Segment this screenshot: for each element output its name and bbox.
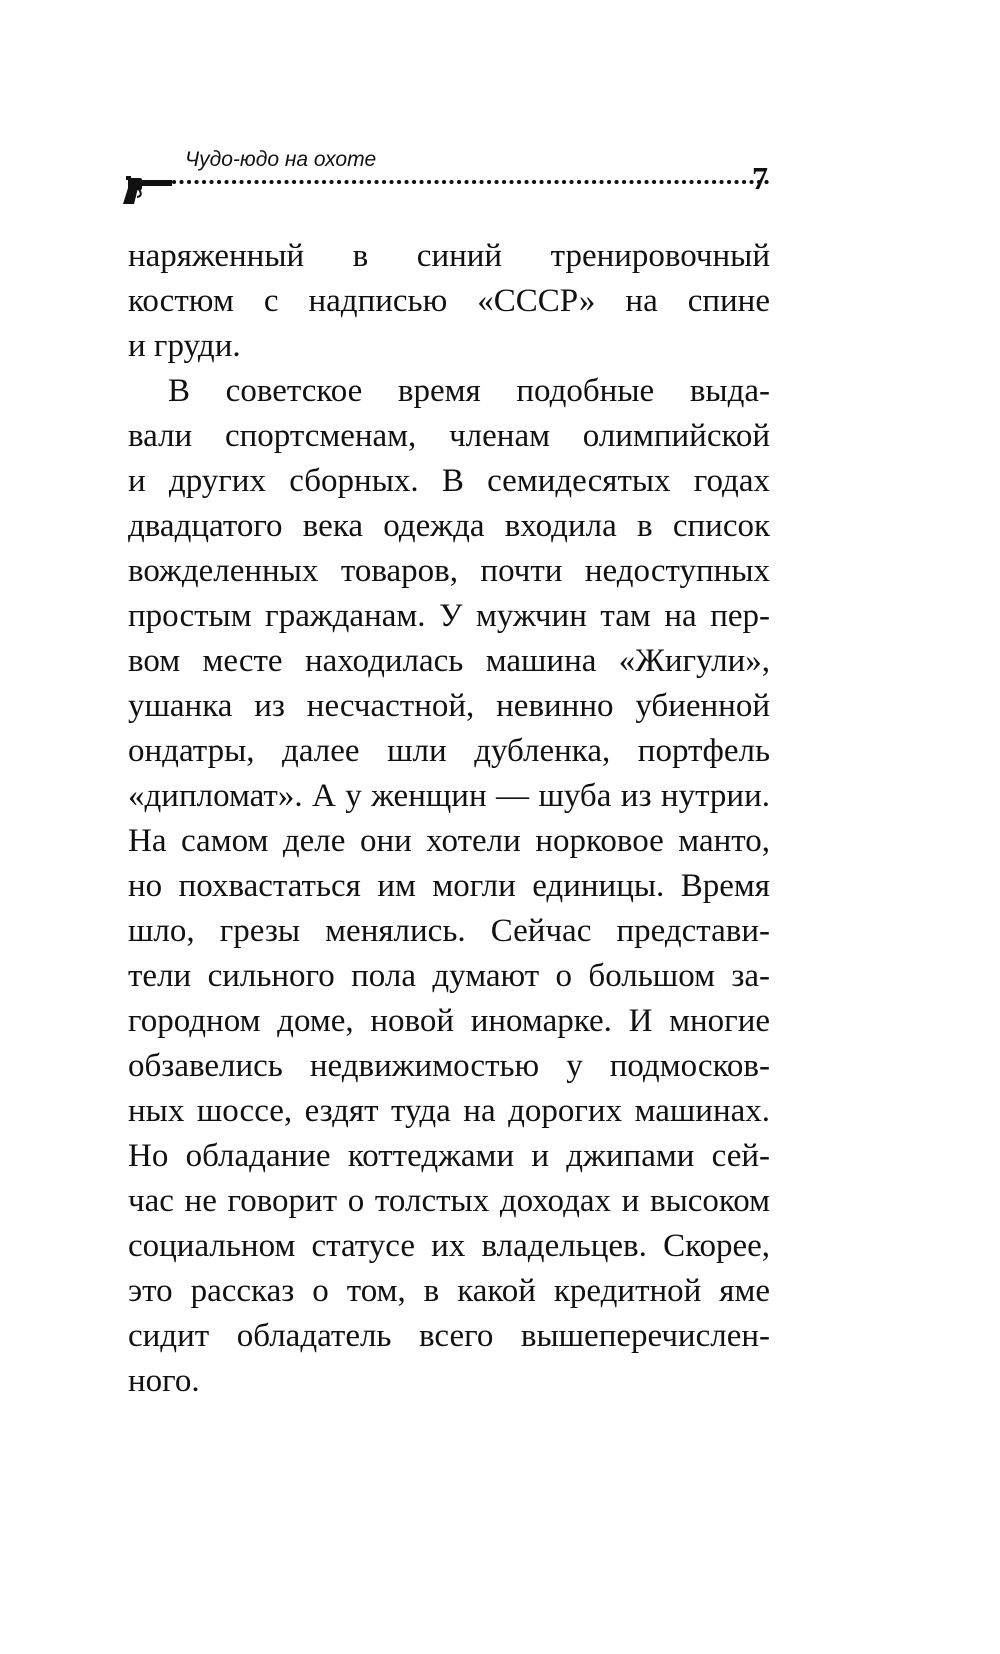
text-line: городном доме, новой иномарке. И многие (128, 1003, 770, 1039)
dot-leader (172, 178, 772, 186)
paragraph (128, 234, 770, 369)
text-line: социальном статусе их владельцев. Скорее, (128, 1228, 770, 1264)
text-line: и других сборных. В семидесятых годах (128, 463, 770, 499)
text-line: В советское время подобные выда- (168, 373, 770, 409)
text-line: шло, грезы менялись. Сейчас представи- (128, 913, 770, 949)
text-line: тели сильного пола думают о большом за- (128, 958, 770, 994)
body-text (128, 234, 770, 1404)
text-line: сидит обладатель всего вышеперечислен- (128, 1318, 770, 1354)
text-line: ушанка из несчастной, невинно убиенной (128, 688, 770, 724)
paragraph (128, 369, 770, 1404)
text-line: час не говорит о толстых доходах и высоком (128, 1183, 770, 1219)
text-line: ных шоссе, ездят туда на дорогих машинах. (128, 1093, 770, 1129)
text-line: простым гражданам. У мужчин там на пер- (128, 598, 770, 634)
text-line: но похвастаться им могли единицы. Время (128, 868, 770, 904)
text-line: На самом деле они хотели норковое манто, (128, 823, 770, 859)
text-line: костюм с надписью «СССР» на спине (128, 283, 770, 319)
page-number: 7 (752, 160, 768, 196)
text-line: обзавелись недвижимостью у подмосков- (128, 1048, 770, 1084)
header-rule (120, 168, 780, 208)
text-line: Но обладание коттеджами и джипами сей- (128, 1138, 770, 1174)
text-line: это рассказ о том, в какой кредитной яме (128, 1273, 770, 1309)
running-head: Чудо-юдо на охоте (185, 148, 377, 171)
text-line: ного. (128, 1363, 200, 1399)
text-line: вом месте находилась машина «Жигули», (128, 643, 770, 679)
text-line: и груди. (128, 328, 241, 364)
text-line: наряженный в синий тренировочный (128, 238, 770, 274)
text-line: ондатры, далее шли дубленка, портфель (128, 733, 770, 769)
text-line: двадцатого века одежда входила в список (128, 508, 770, 544)
text-line: «дипломат». А у женщин — шуба из нутрии. (128, 778, 770, 814)
text-line: вожделенных товаров, почти недоступных (128, 553, 770, 589)
text-line: вали спортсменам, членам олимпийской (128, 418, 770, 454)
revolver-icon (120, 176, 172, 206)
